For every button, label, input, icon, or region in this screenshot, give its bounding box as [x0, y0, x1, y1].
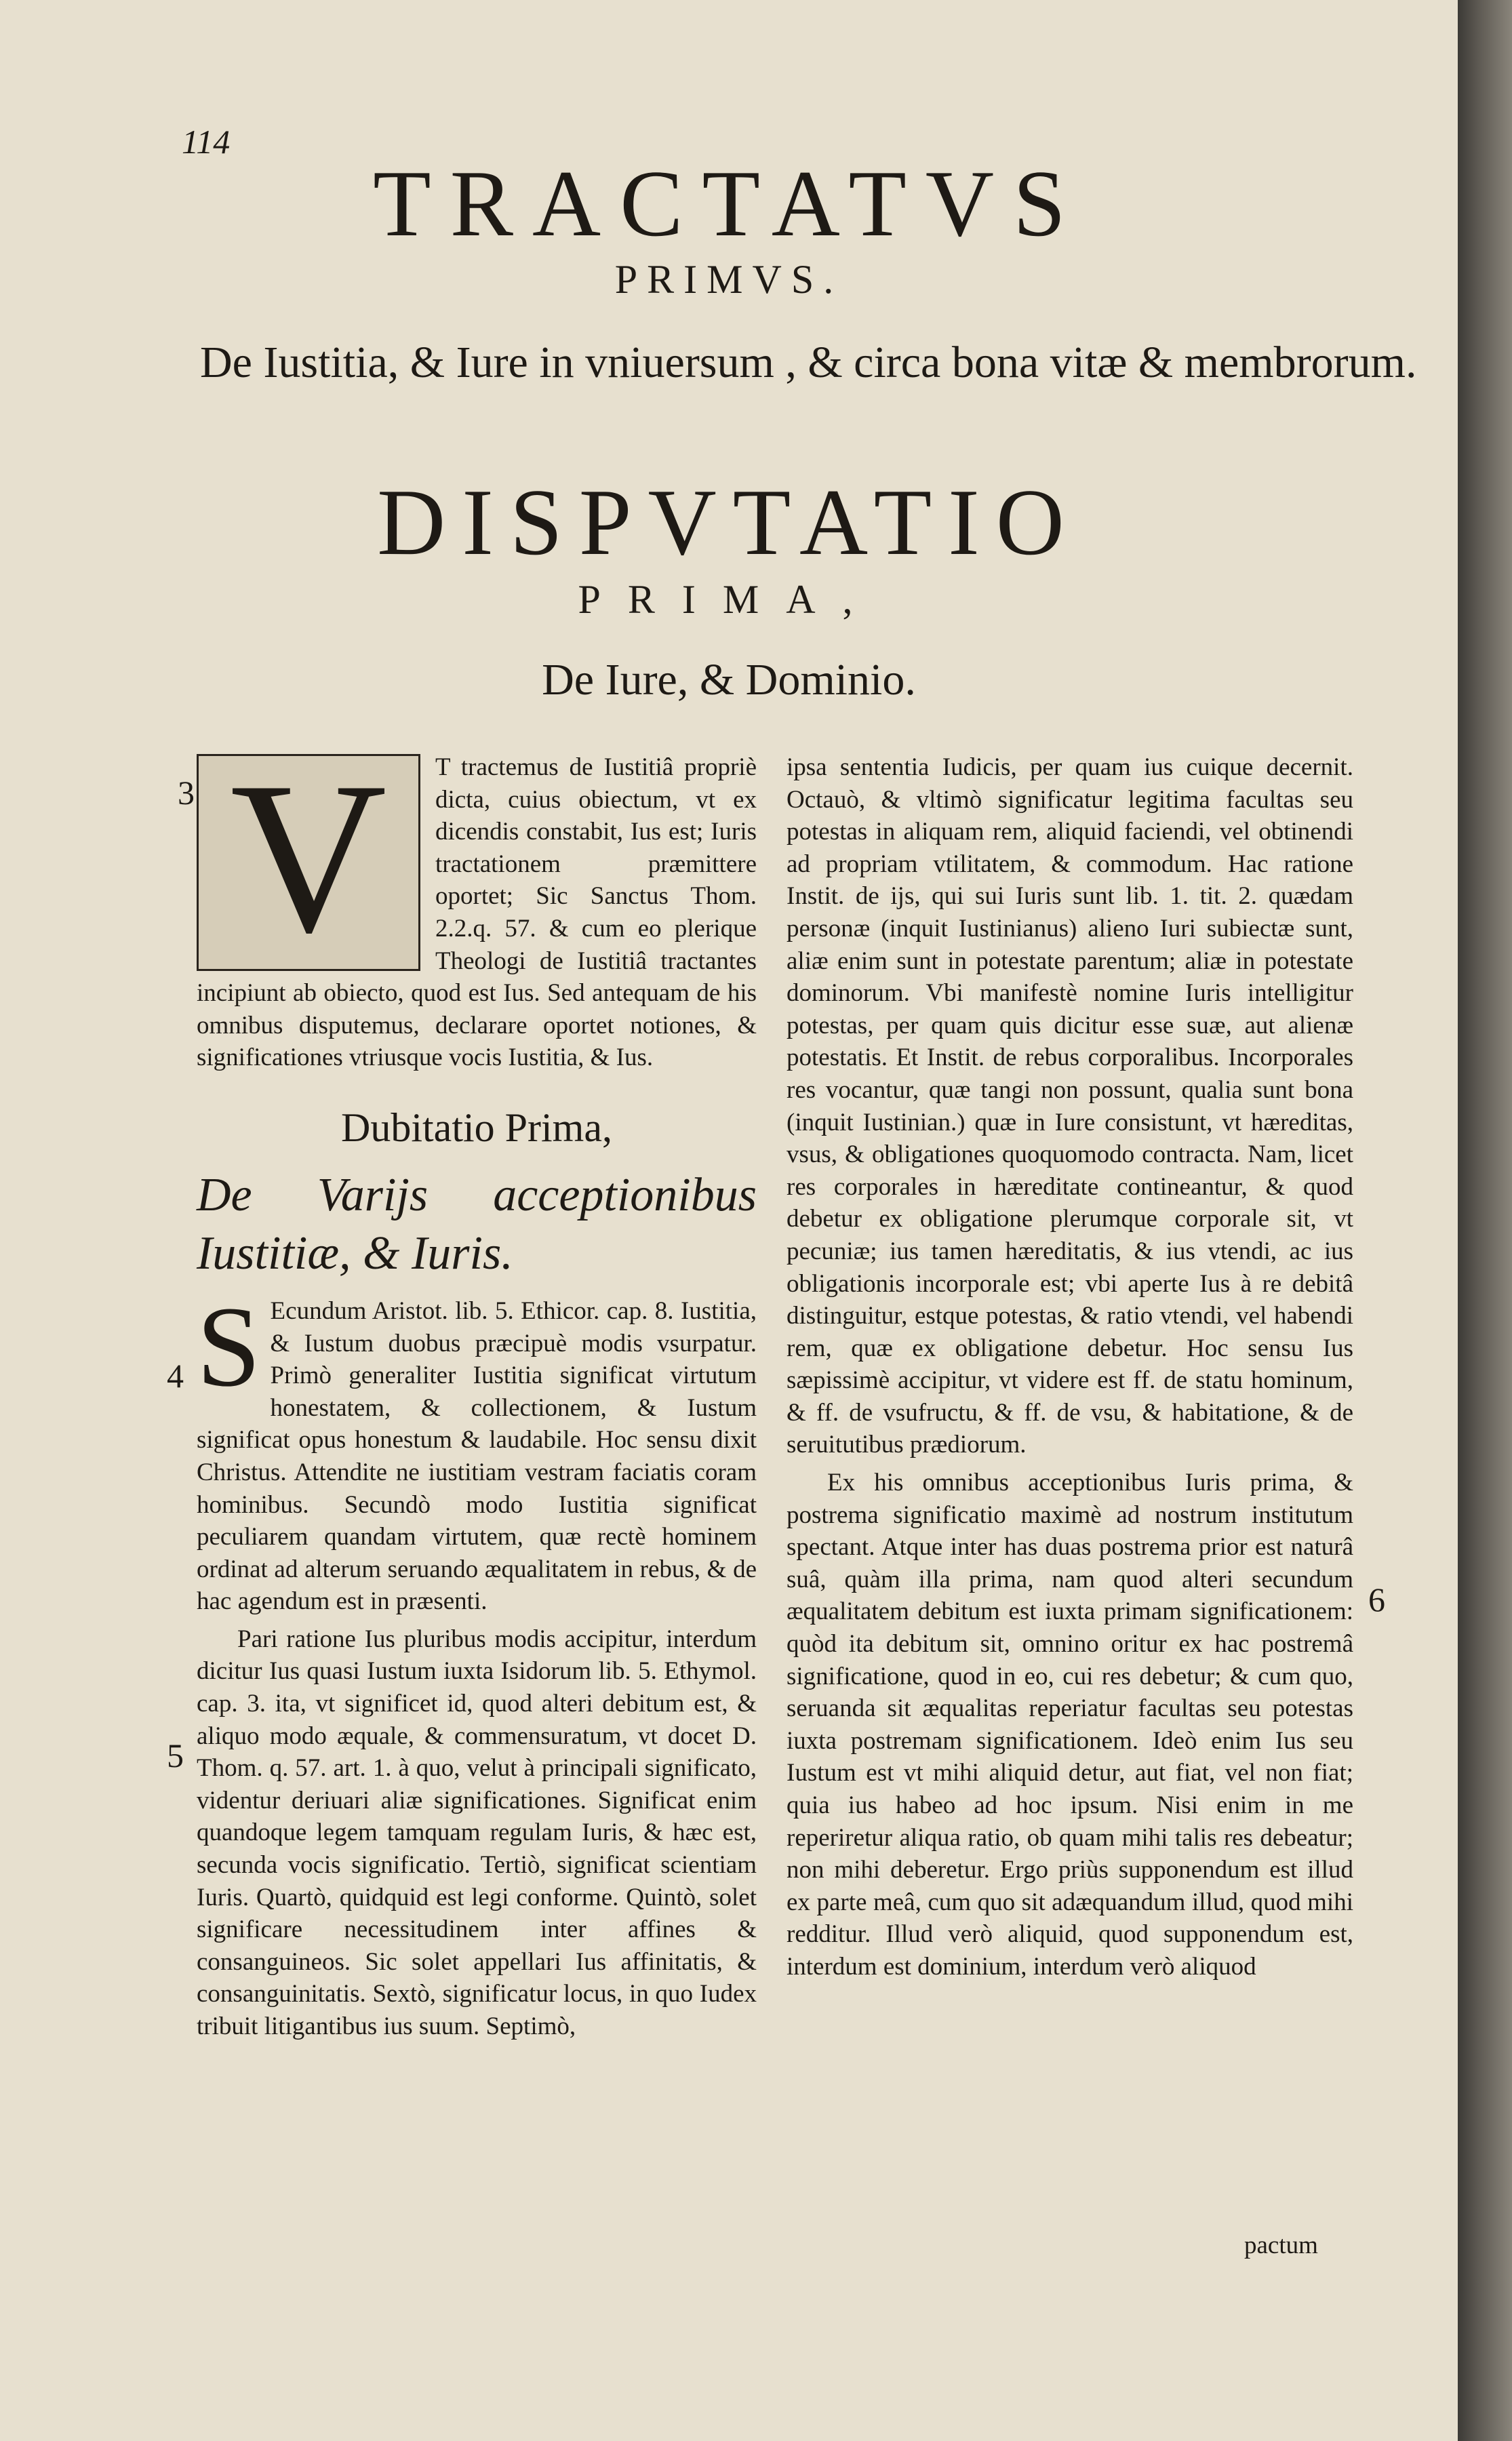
left-column [197, 738, 757, 2048]
right-paragraph-2: Ex his omnibus acceptionibus Iuris prima, & postrema significatio maximè ad nostrum institutum spectant. Atque inter has duas postrema prior est naturâ suâ, quàm illa prima, nam quod alteri secundum æqualitatem debitum est iuxta primam significationem: quòd ita debitum sit, omnino oritur ex hac postremâ significatione, quod in eo, cui res debetur; & cum quo, seruanda sit æqualitas reperiatur facultas seu potestas iuxta postremam significationem. Ideò enim Ius seu Iustum est vt mihi aliquid detur, aut fiat, vel non fiat; quia ius habeo ad hoc ipsum. Nisi enim in me reperiretur aliqua ratio, ob quam mihi talis res debeatur; non mihi deberetur. Ergo priùs supponendum est illud ex parte meâ, cum quo sit adæquandum illud, quod mihi redditur. Illud verò aliquid, quod supponendum est, interdum est dominium, interdum verò aliquod [787, 1469, 1353, 1981]
left-paragraph-1: T tractemus de Iustitiâ propriè dicta, cuius obiectum, vt ex dicendis constabit, Ius est; Iuris tractationem præmittere oportet; Sic Sanctus Thom. 2.2.q. 57. & cum eo plerique Theologi de Iustitiâ tractantes incipiunt ab obiecto, quod est Ius. Sed antequam de his omnibus disputemus, declarare oportet notiones, & significationes vtriusque vocis Iustitia, & Ius. [197, 753, 757, 1072]
margin-number-5: 5 [167, 1737, 184, 1774]
page-number: 114 [182, 123, 231, 161]
left-paragraph-2: Ecundum Aristot. lib. 5. Ethicor. cap. 8. Iustitia, & Iustum duobus præcipuè modis vsurpatur. Primò generaliter Iustitia significat virtutum honestatem, & collectionem, & Iustum significat opus honestum & laudabile. Hoc sensu dixit Christus. Attendite ne iustitiam vestram faciatis coram hominibus. Secundò modo Iustitia significat peculiarem quandam virtutem, quæ rectè hominem ordinat ad alterum seruando æqualitatem in rebus, & de hac agendum est in præsenti. [197, 1296, 757, 1616]
dubitatio-heading: Dubitatio Prima, [341, 1105, 612, 1150]
margin-number-3: 3 [178, 774, 195, 812]
book-spine [1458, 0, 1512, 2441]
primus-title: PRIMVS. [614, 257, 843, 302]
decorated-initial-v: V [197, 754, 420, 971]
margin-number-6: 6 [1368, 1581, 1385, 1619]
prima-title: PRIMA, [578, 577, 880, 622]
right-column [787, 751, 1353, 1989]
margin-number-4: 4 [167, 1357, 184, 1395]
subtitle-text: De Iustitia, & Iure in vniuersum , & circa bona vitæ & membrorum. [200, 338, 1417, 387]
initial-s: S [197, 1282, 261, 1410]
left-paragraph-3: Pari ratione Ius pluribus modis accipitur, interdum dicitur Ius quasi Iustum iuxta Isidorum lib. 5. Ethymol. cap. 3. ita, vt significet id, quod alteri debitum est, & aliquo modo æquale, & commensuratum, vt docet D. Thom. q. 57. art. 1. à quo, velut à principali significato, videntur deriuari aliæ significationes. Significat enim quandoque legem tamquam regulam Iuris, & hæc est, secunda vocis significatio. Tertiò, significat scientiam Iuris. Quartò, quidquid est legi conforme. Quintò, solet significare necessitudinem inter affines & consanguineos. Sic solet appellari Ius affinitatis, & consanguinitatis. Sextò, significatur locus, in quo Iudex tribuit litigantibus ius suum. Septimò, [197, 1625, 757, 2040]
right-paragraph-1: ipsa sententia Iudicis, per quam ius cuique decernit. Octauò, & vltimò significatur legitima facultas seu potestas in aliquam rem, aliquid faciendi, vel obtinendi ad propriam vtilitatem, & commodum. Hac ratione Instit. de ijs, qui sui Iuris sunt lib. 1. tit. 2. quædam personæ (inquit Iustinianus) alieno Iuri subiectæ sunt, aliæ enim sunt in potestate parentum; aliæ in potestate dominorum. Vbi manifestè nomine Iuris intelligitur potestas, per quam quis dicitur esse suæ, aut alienæ potestatis. Et Instit. de rebus corporalibus. Incorporales res vocantur, quæ tangi non possunt, qualia sunt bona (inquit Iustinian.) quæ in Iure consistunt, vt hæreditas, vsus, & obligationes quoquomodo contracta. Nam, licet res corporales in hæreditate contineantur, & quod debetur ex obligatione plerumque corporale sit, vt pecuniæ; ius tamen hæreditatis, & ius vtendi, ac ius obligationis incorporale est; vbi aperte Ius à re debitâ distinguitur, estque potestas, & ratio vtendi, vel habendi rem, quæ ex obligatione debetur. Hoc sensu Ius sæpissimè accipitur, vt videre est ff. de statu hominum, & ff. de vsufructu, & ff. de vsu, & habitatione, & de seruitutibus prædiorum. [787, 753, 1353, 1459]
tractatus-title: TRACTATVS [373, 151, 1085, 256]
catchword: pactum [1244, 2231, 1318, 2259]
de-iure-title: De Iure, & Dominio. [542, 655, 916, 704]
disputatio-title: DISPVTATIO [377, 470, 1081, 575]
tractatus-subtitle [0, 334, 1458, 392]
de-variis-heading: De Varijs acceptionibus Iustitiæ, & Iuris. [197, 1168, 757, 1279]
